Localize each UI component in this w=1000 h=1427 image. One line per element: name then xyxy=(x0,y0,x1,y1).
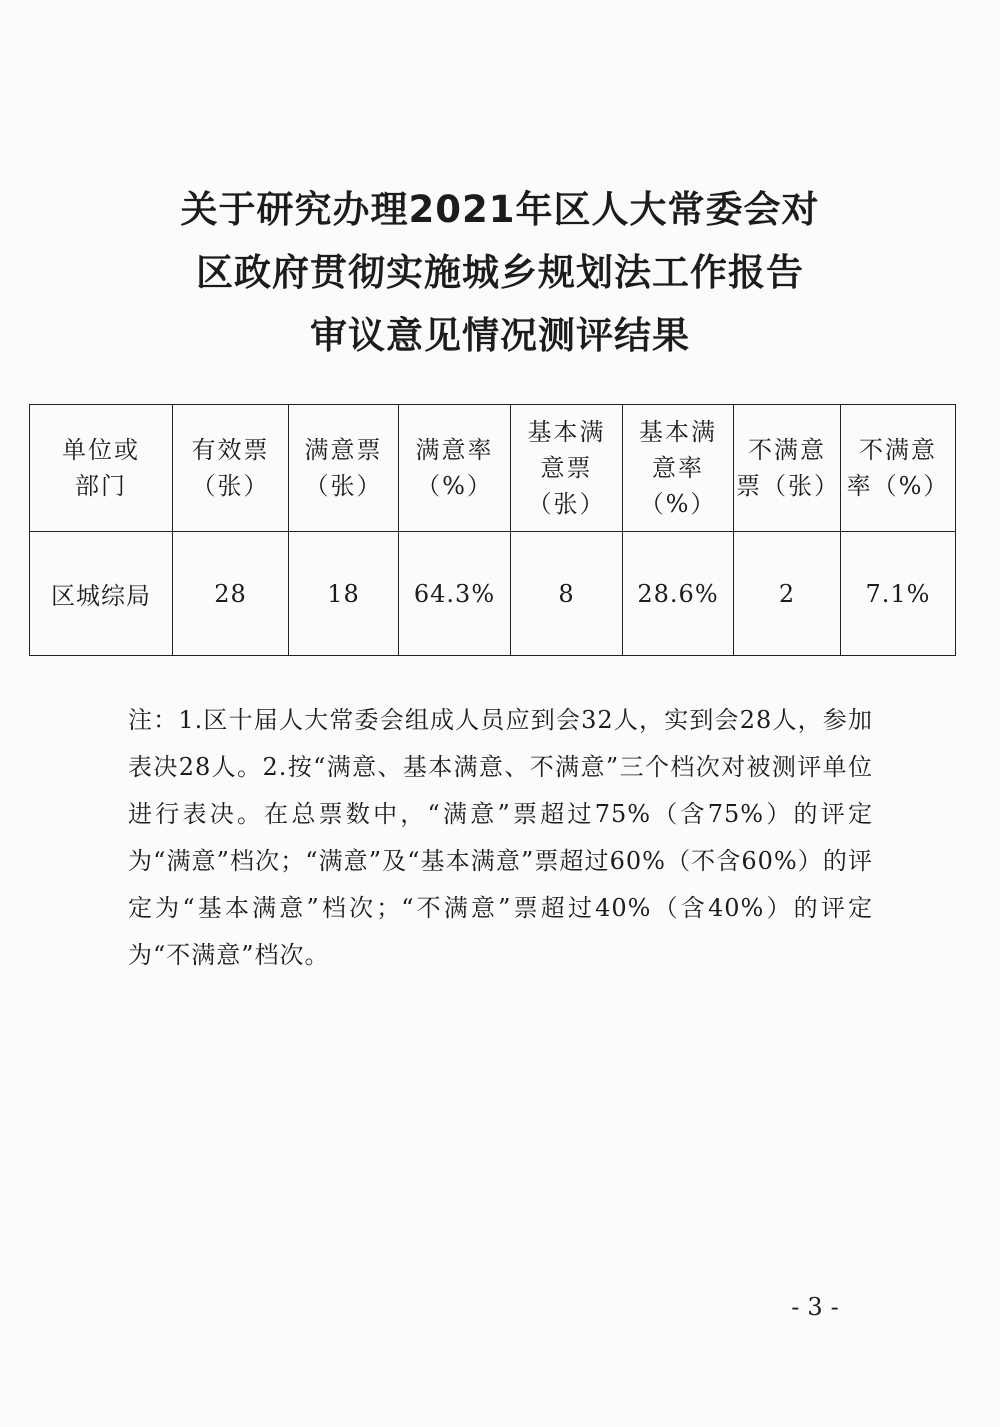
header-unsatisfied-rate: 不满意 率（%） xyxy=(841,405,956,532)
title-line-1: 关于研究办理2021年区人大常委会对 xyxy=(180,188,820,231)
title-line-3: 审议意见情况测评结果 xyxy=(310,314,690,357)
header-basic-satisfied-rate: 基本满 意率 （%） xyxy=(623,405,734,532)
header-satisfied-rate: 满意率 （%） xyxy=(399,405,511,532)
header-basic-satisfied-votes: 基本满 意票 （张） xyxy=(511,405,623,532)
page-number-value: 3 xyxy=(807,1293,823,1321)
footnote: 注：1.区十届人大常委会组成人员应到会32人，实到会28人，参加表决28人。2.按“满意、基本满意、不满意”三个档次对被测评单位进行表决。在总票数中，“满意”票超过75%（含75%）的评定为“满意”档次；“满意”及“基本满意”票超过60%（不含60%）的评定为“基本满意”档次；“不满意”票超过40%（含40%）的评定为“不满意”档次。 xyxy=(128,706,873,969)
table-row xyxy=(30,532,956,656)
cell-valid-votes: 28 xyxy=(173,532,289,656)
dash-right: - xyxy=(830,1293,839,1321)
table-header-row xyxy=(30,405,956,532)
header-satisfied-votes: 满意票 （张） xyxy=(289,405,399,532)
cell-unsatisfied-votes: 2 xyxy=(734,532,841,656)
title-line-2: 区政府贯彻实施城乡规划法工作报告 xyxy=(196,251,804,294)
header-unsatisfied-votes: 不满意 票（张） xyxy=(734,405,841,532)
header-unit: 单位或 部门 xyxy=(30,405,173,532)
cell-basic-satisfied-votes: 8 xyxy=(511,532,623,656)
dash-left: - xyxy=(791,1293,800,1321)
cell-satisfied-rate: 64.3% xyxy=(399,532,511,656)
cell-basic-satisfied-rate: 28.6% xyxy=(623,532,734,656)
document-title xyxy=(0,178,1000,367)
cell-unsatisfied-rate: 7.1% xyxy=(841,532,956,656)
evaluation-result-table xyxy=(29,404,956,656)
page-number xyxy=(760,1293,870,1321)
header-valid-votes: 有效票 （张） xyxy=(173,405,289,532)
cell-unit: 区城综局 xyxy=(30,532,173,656)
cell-satisfied-votes: 18 xyxy=(289,532,399,656)
